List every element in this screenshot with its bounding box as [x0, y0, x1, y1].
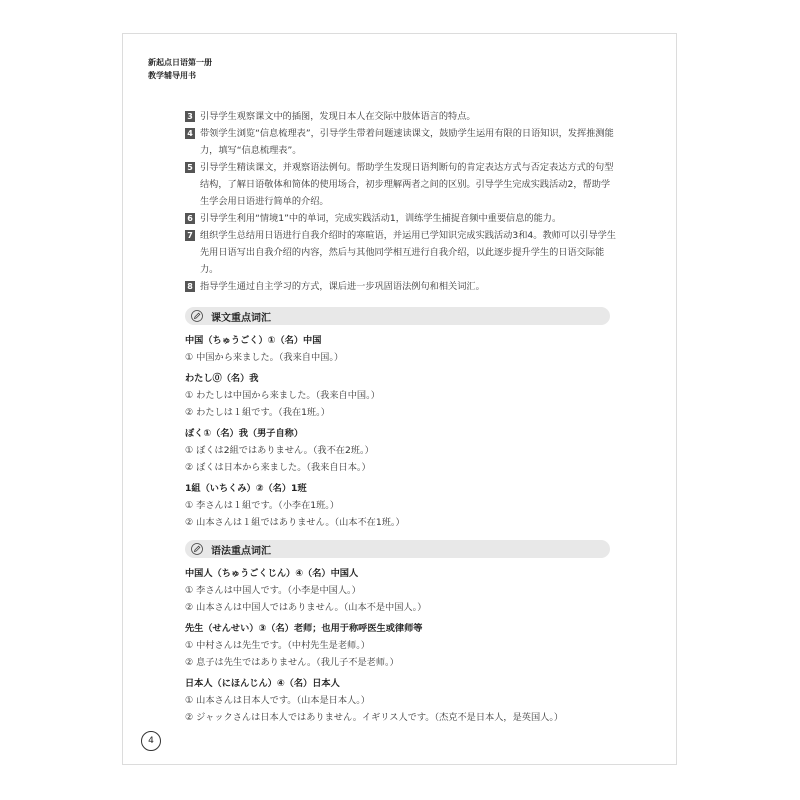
vocab-example: ① わたしは中国から来ました。（我来自中国。）	[185, 390, 380, 401]
vocab-headword: 日本人（にほんじん）④（名）日本人	[185, 678, 340, 689]
vocab-headword: ぼく①（名）我（男子自称）	[185, 428, 304, 439]
vocab-example: ② ジャックさんは日本人ではありません。イギリス人です。（杰克不是日本人，是英国人。）	[185, 712, 564, 723]
vocab-headword: 中国人（ちゅうごくじん）④（名）中国人	[185, 568, 359, 579]
vocab-example: ① 中国から来ました。（我来自中国。）	[185, 352, 344, 363]
pencil-icon	[191, 543, 203, 555]
step-text: 组织学生总结用日语进行自我介绍时的寒暄语，并运用已学知识完成实践活动3和4。教师可以引导学生先用日语写出自我介绍的内容，然后与其他同学相互进行自我介绍，以此逐步提升学生的日语交际能力。	[200, 230, 616, 275]
step-text: 带领学生浏览“信息梳理表”，引导学生带着问题速读课文，鼓励学生运用有限的日语知识，发挥推测能力，填写“信息梳理表”。	[200, 128, 614, 156]
section-header-text-vocab	[185, 307, 610, 325]
vocab-entry	[185, 620, 625, 671]
vocab-example: ① 李さんは１組です。（小李在1班。）	[185, 500, 340, 511]
vocab-headword: わたし⓪（名）我	[185, 373, 259, 384]
step-text: 指导学生通过自主学习的方式，课后进一步巩固语法例句和相关词汇。	[200, 281, 485, 292]
page-number: 4	[141, 731, 161, 751]
vocab-headword: 中国（ちゅうごく）①（名）中国	[185, 335, 322, 346]
step-text: 引导学生精读课文，并观察语法例句。帮助学生发现日语判断句的肯定表达方式与否定表达方式的句型结构，了解日语敬体和简体的使用场合，初步理解两者之间的区别。引导学生完成实践活动2，帮助学生学会用日语进行简单的介绍。	[200, 162, 614, 207]
vocab-entry	[185, 370, 625, 421]
section-header-grammar-vocab	[185, 540, 610, 558]
step-item	[185, 108, 617, 125]
grammar-vocab-list	[185, 565, 625, 730]
book-header	[148, 56, 212, 82]
vocab-entry	[185, 675, 625, 726]
vocab-example: ② 息子は先生ではありません。（我儿子不是老师。）	[185, 657, 399, 668]
book-title: 新起点日语第一册	[148, 58, 212, 67]
book-subtitle: 教学辅导用书	[148, 71, 196, 80]
vocab-example: ② 山本さんは１組ではありません。（山本不在1班。）	[185, 517, 405, 528]
step-number-badge: 6	[185, 213, 195, 224]
step-item	[185, 125, 617, 159]
step-number-badge: 4	[185, 128, 195, 139]
text-vocab-list	[185, 332, 625, 535]
vocab-example: ① 山本さんは日本人です。（山本是日本人。）	[185, 695, 370, 706]
step-item	[185, 210, 617, 227]
section-title: 课文重点词汇	[211, 313, 271, 324]
step-number-badge: 7	[185, 230, 195, 241]
vocab-example: ② ぼくは日本から来ました。（我来自日本。）	[185, 462, 371, 473]
step-item	[185, 159, 617, 210]
vocab-entry	[185, 565, 625, 616]
step-text: 引导学生利用“情境1”中的单词，完成实践活动1，训练学生捕捉音频中重要信息的能力。	[200, 213, 562, 224]
step-text: 引导学生观察课文中的插图，发现日本人在交际中肢体语言的特点。	[200, 111, 476, 122]
vocab-headword: 1組（いちくみ）②（名）1班	[185, 483, 307, 494]
teaching-steps	[185, 108, 617, 295]
step-number-badge: 5	[185, 162, 195, 173]
vocab-example: ① 李さんは中国人です。（小李是中国人。）	[185, 585, 361, 596]
section-title: 语法重点词汇	[211, 546, 271, 557]
vocab-example: ① 中村さんは先生です。（中村先生是老师。）	[185, 640, 370, 651]
step-number-badge: 3	[185, 111, 195, 122]
step-item	[185, 278, 617, 295]
step-item	[185, 227, 617, 278]
vocab-example: ① ぼくは2組ではありません。（我不在2班。）	[185, 445, 374, 456]
vocab-entry	[185, 480, 625, 531]
vocab-example: ② わたしは１組です。（我在1班。）	[185, 407, 330, 418]
vocab-headword: 先生（せんせい）③（名）老师；也用于称呼医生或律师等	[185, 623, 423, 634]
vocab-entry	[185, 332, 625, 366]
pencil-icon	[191, 310, 203, 322]
vocab-example: ② 山本さんは中国人ではありません。（山本不是中国人。）	[185, 602, 427, 613]
step-number-badge: 8	[185, 281, 195, 292]
vocab-entry	[185, 425, 625, 476]
